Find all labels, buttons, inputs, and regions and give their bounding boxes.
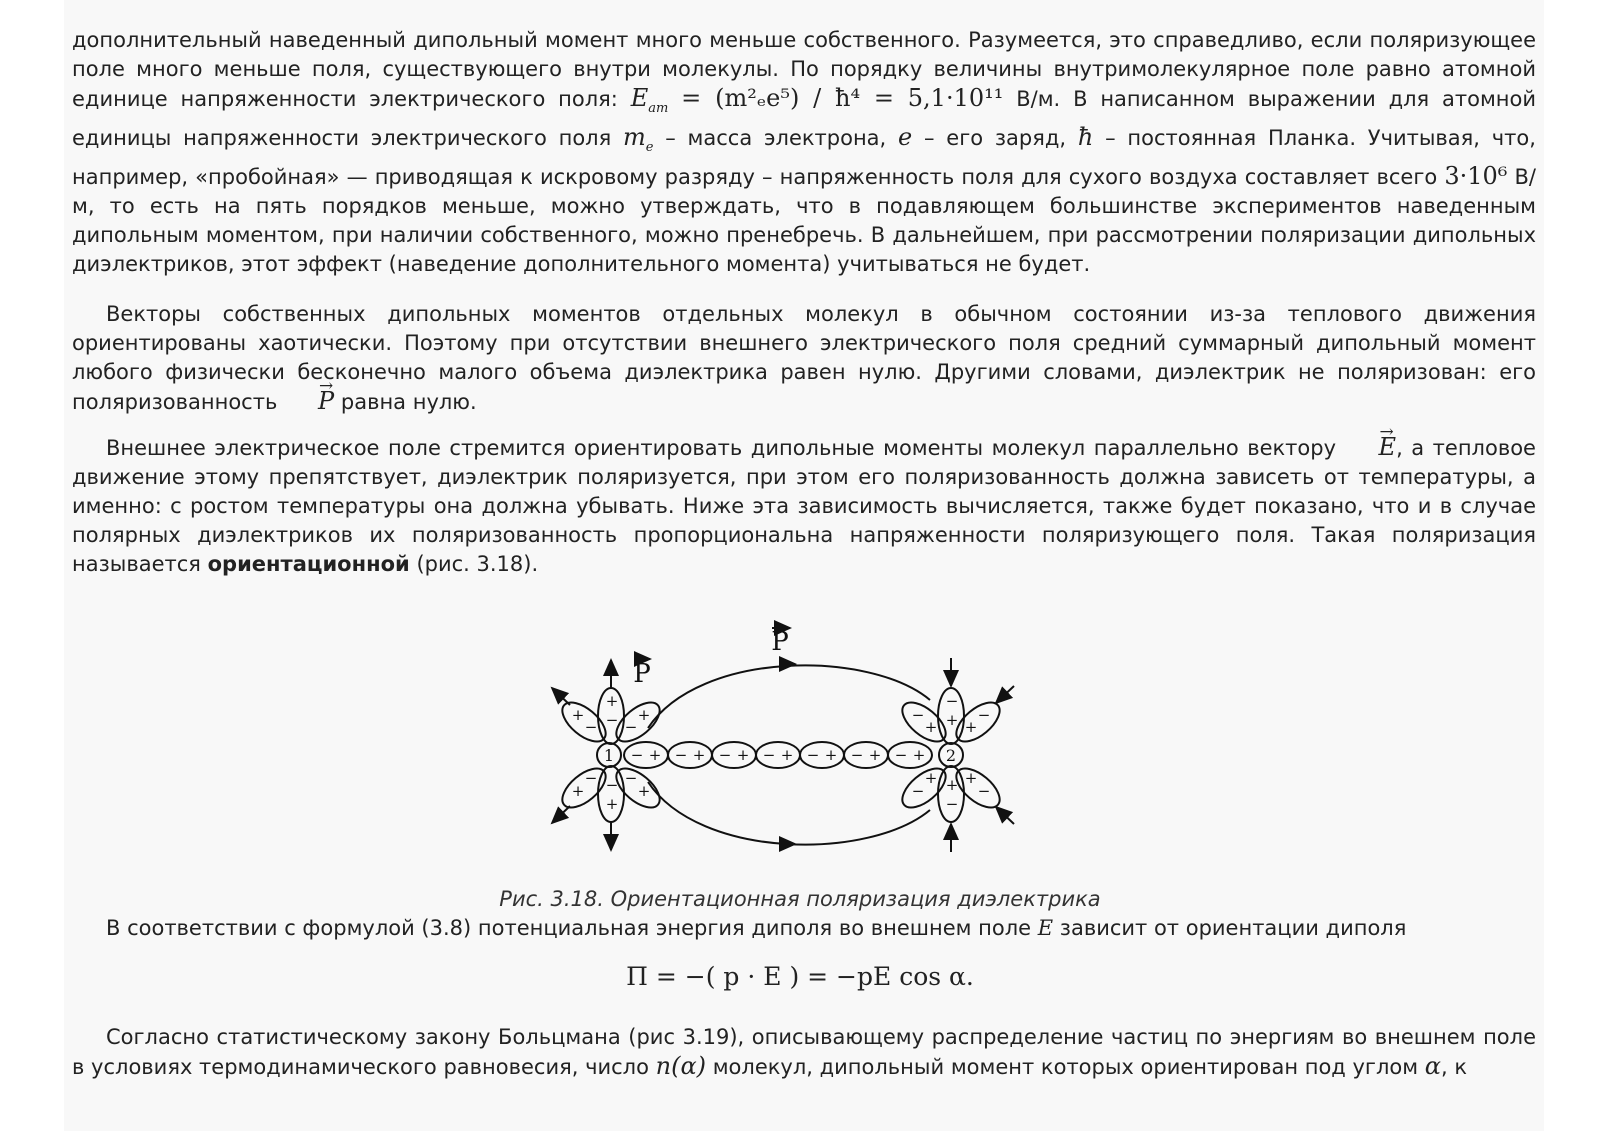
svg-text:−: − bbox=[762, 746, 776, 764]
svg-text:−: − bbox=[806, 746, 820, 764]
svg-text:+: + bbox=[605, 795, 619, 813]
p3-text-2: , а тепловое движение этому препятствует, диэлектрик поляризуется, при этом его поляризованность должна зависеть от температуры, а именно: с ростом температуры она должна убывать. Ниже эта зависимость вычисляется, также будет показано, что и в случае полярных диэлектриков их поляризованность пропорциональна напряженности поляризующего поля. Такая поляризация называется bbox=[72, 436, 1536, 576]
svg-text:−: − bbox=[911, 782, 925, 800]
svg-text:−: − bbox=[630, 746, 644, 764]
svg-text:−: − bbox=[605, 776, 619, 794]
symbol-field: E bbox=[1037, 916, 1054, 940]
svg-text:−: − bbox=[850, 746, 864, 764]
value-breakdown-field: 3·10⁶ bbox=[1444, 161, 1508, 190]
svg-text:+: + bbox=[924, 718, 938, 736]
p4-text-2: зависит от ориентации диполя bbox=[1059, 916, 1407, 940]
svg-text:−: − bbox=[584, 718, 598, 736]
symbol-planck-constant: ħ bbox=[1077, 122, 1094, 151]
field-line-top bbox=[648, 665, 930, 728]
svg-text:−: − bbox=[674, 746, 688, 764]
svg-text:+: + bbox=[824, 746, 838, 764]
formula-potential-energy: Π = −( p · E ) = −pE cos α. bbox=[626, 962, 974, 991]
svg-text:−: − bbox=[945, 692, 959, 710]
svg-text:−: − bbox=[911, 706, 925, 724]
figure-caption: Рис. 3.18. Ориентационная поляризация диэлектрика bbox=[499, 887, 1101, 911]
p1-text-6: В/м, то есть на пять порядков меньше, можно утверждать, что в подавляющем большинстве экспериментов наведенным дипольным моментом, при наличии собственного, можно пренебречь. В дальнейшем, при рассмотрении поляризации дипольных диэлектриков, этот эффект (наведение дополнительного момента) учитываться не будет. bbox=[72, 164, 1536, 276]
dipole-chain bbox=[624, 742, 932, 768]
formula-atomic-field-rhs: = (m²ₑe⁵) / ħ⁴ = 5,1·10¹¹ bbox=[681, 84, 1004, 112]
svg-text:+: + bbox=[571, 782, 585, 800]
svg-text:+: + bbox=[637, 782, 651, 800]
label-P-top: P bbox=[771, 627, 789, 657]
center-label-1: 1 bbox=[603, 746, 615, 765]
svg-text:−: − bbox=[977, 706, 991, 724]
center-label-2: 2 bbox=[945, 746, 957, 765]
svg-text:+: + bbox=[736, 746, 750, 764]
svg-text:+: + bbox=[868, 746, 882, 764]
svg-text:+: + bbox=[692, 746, 706, 764]
svg-text:+: + bbox=[964, 718, 978, 736]
svg-text:−: − bbox=[605, 711, 619, 729]
p3-bold-term: ориентационной bbox=[207, 552, 410, 576]
p5-text-2: молекул, дипольный момент которых ориентирован под углом bbox=[712, 1055, 1419, 1079]
p5-text-3: , к bbox=[1440, 1055, 1468, 1079]
svg-text:+: + bbox=[945, 776, 959, 794]
symbol-field-vector: → E bbox=[1345, 433, 1397, 462]
paragraph-4 bbox=[72, 914, 1536, 943]
p2-text-1: Векторы собственных дипольных моментов отдельных молекул в обычном состоянии из-за теплового движения ориентированы хаотически. Поэтому при отсутствии внешнего электрического поля средний суммарный дипольный момент любого физически бесконечно малого объема диэлектрика равен нулю. Другими словами, диэлектрик не поляризован: его поляризованность bbox=[72, 302, 1536, 414]
svg-text:+: + bbox=[964, 769, 978, 787]
p2-text-2: равна нулю. bbox=[340, 390, 477, 414]
p1-text-4: – его заряд, bbox=[924, 125, 1067, 150]
svg-text:−: − bbox=[977, 782, 991, 800]
svg-text:+: + bbox=[924, 769, 938, 787]
symbol-electron-mass: $m_e$ bbox=[623, 122, 654, 155]
svg-text:−: − bbox=[894, 746, 908, 764]
paragraph-5 bbox=[72, 1023, 1536, 1082]
svg-text:+: + bbox=[912, 746, 926, 764]
p1-text-3: – масса электрона, bbox=[665, 125, 887, 150]
svg-text:−: − bbox=[624, 718, 638, 736]
symbol-n-alpha: n(α) bbox=[655, 1052, 707, 1080]
formula-atomic-field-lhs: $E_{ат}$ bbox=[630, 84, 669, 116]
p3-text-1: Внешнее электрическое поле стремится ориентировать дипольные моменты молекул параллельно вектору bbox=[106, 436, 1337, 460]
symbol-electron-charge: e bbox=[898, 122, 913, 151]
field-line-bottom bbox=[648, 782, 930, 845]
svg-text:+: + bbox=[605, 692, 619, 710]
svg-text:−: − bbox=[718, 746, 732, 764]
svg-text:+: + bbox=[648, 746, 662, 764]
p1-text-5: – постоянная Планка. Учитывая, что, например, «пробойная» — приводящая к искровому разряду – напряженность поля для сухого воздуха составляет всего bbox=[72, 125, 1536, 189]
svg-text:−: − bbox=[624, 769, 638, 787]
svg-text:−: − bbox=[584, 769, 598, 787]
p1-text-2: В/м. В написанном выражении для атомной единицы напряженности электрического поля bbox=[72, 87, 1537, 150]
svg-text:−: − bbox=[945, 795, 959, 813]
svg-text:+: + bbox=[637, 706, 651, 724]
svg-text:+: + bbox=[945, 711, 959, 729]
svg-text:+: + bbox=[571, 706, 585, 724]
p5-text-1: Согласно статистическому закону Больцмана (рис 3.19), описывающему распределение частиц по энергиям во внешнем поле в условиях термодинамического равновесия, число bbox=[72, 1025, 1536, 1079]
symbol-alpha: α bbox=[1424, 1052, 1441, 1080]
p3-text-3: (рис. 3.18). bbox=[416, 552, 539, 576]
p4-text-1: В соответствии с формулой (3.8) потенциальная энергия диполя во внешнем поле bbox=[106, 916, 1032, 940]
symbol-polarization-vector: → P bbox=[284, 387, 334, 416]
svg-text:+: + bbox=[780, 746, 794, 764]
label-P-left: P bbox=[633, 659, 651, 689]
p1-text-1: дополнительный наведенный дипольный момент много меньше собственного. Разумеется, это справедливо, если поляризующее поле много меньше поля, существующего внутри молекулы. По порядку величины внутримолекулярное поле равно атомной единице напряженности электрического поля: bbox=[72, 28, 1536, 111]
